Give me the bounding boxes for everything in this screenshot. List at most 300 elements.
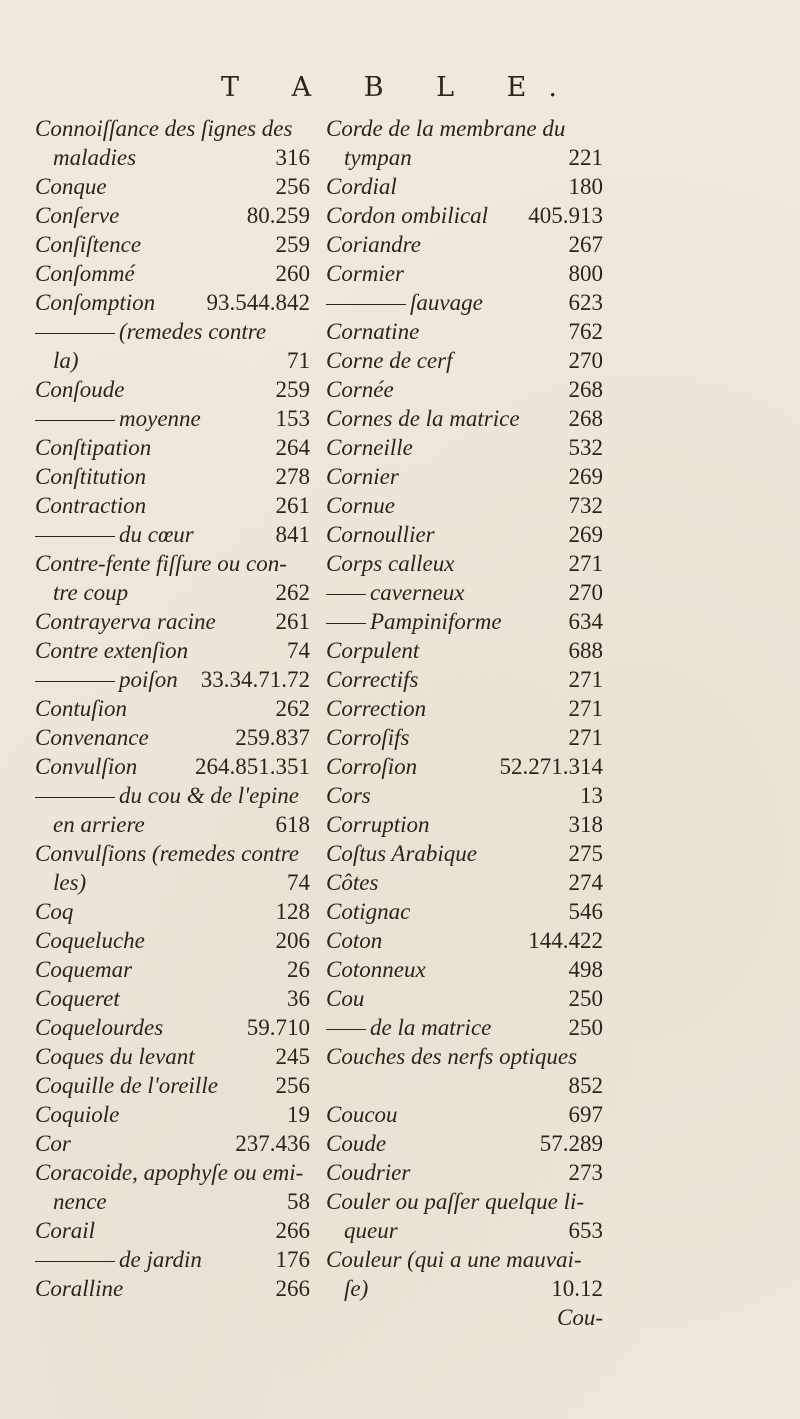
entry-term-text: Conſerve: [35, 203, 120, 228]
entry-term: [53, 1187, 107, 1216]
index-entry: [326, 462, 603, 491]
entry-page-numbers: 270: [568, 580, 603, 605]
entry-term: [326, 1245, 582, 1274]
entry-page-numbers: 10.12: [551, 1276, 603, 1301]
entry-term-text: Correction: [326, 696, 427, 721]
index-entry: [326, 259, 603, 288]
entry-term-text: Contrayerva racine: [35, 609, 216, 634]
entry-page-numbers: 256: [275, 174, 310, 199]
ditto-dash: [35, 333, 115, 334]
index-entry: [326, 694, 603, 723]
entry-page-numbers: 259: [275, 232, 310, 257]
entry-term-text: Corps calleux: [326, 551, 455, 576]
entry-term-text: Contre-fente fiſſure ou con-: [35, 551, 287, 576]
entry-page-numbers: 261: [275, 609, 310, 634]
entry-term: [35, 1274, 123, 1303]
entry-term: [35, 404, 201, 433]
index-entry: [326, 1216, 603, 1245]
entry-term-text: Corneille: [326, 435, 413, 460]
entry-page-numbers: 267: [568, 232, 603, 257]
index-entry: [326, 926, 603, 955]
entry-term: [326, 578, 465, 607]
entry-term: [35, 781, 299, 810]
index-entry: [35, 143, 310, 172]
entry-term-text: Contraction: [35, 493, 147, 518]
entry-term-text: Coſtus Arabique: [326, 841, 478, 866]
index-entry: [326, 1274, 603, 1303]
entry-term: [35, 665, 178, 694]
entry-term-text: Coquiole: [35, 1102, 120, 1127]
entry-page-numbers: 74: [287, 870, 310, 895]
entry-term-text: Cornier: [326, 464, 399, 489]
entry-page-numbers: 270: [568, 348, 603, 373]
entry-term-text: Conſomption: [35, 290, 156, 315]
entry-term-text: Cou: [326, 986, 365, 1011]
entry-term: [35, 636, 188, 665]
entry-term: [53, 346, 79, 375]
entry-term-text: du cou & de l'epine: [119, 783, 299, 808]
entry-term: [35, 259, 135, 288]
ditto-dash: [35, 681, 115, 682]
entry-term: [326, 1129, 386, 1158]
entry-page-numbers: 52.271.314: [499, 754, 603, 779]
entry-term: [35, 1216, 95, 1245]
entry-page-numbers: 688: [568, 638, 603, 663]
index-entry: [326, 433, 603, 462]
entry-term: [326, 926, 382, 955]
entry-page-numbers: 732: [568, 493, 603, 518]
index-entry: [35, 1071, 310, 1100]
entry-page-numbers: 250: [568, 1015, 603, 1040]
index-entry: [35, 868, 310, 897]
entry-term-text: Correctifs: [326, 667, 419, 692]
entry-term-text: de la matrice: [370, 1015, 492, 1040]
entry-term-text: Coralline: [35, 1276, 124, 1301]
entry-term-text: Coqueluche: [35, 928, 145, 953]
entry-term-text: Coquelourdes: [35, 1015, 164, 1040]
entry-page-numbers: 261: [275, 493, 310, 518]
entry-term-text: tympan: [344, 145, 412, 170]
entry-page-numbers: 176: [275, 1247, 310, 1272]
entry-term-text: Coucou: [326, 1102, 398, 1127]
entry-term: [326, 694, 426, 723]
entry-page-numbers: 269: [568, 464, 603, 489]
entry-term-text: Cotignac: [326, 899, 411, 924]
index-entry: [326, 839, 603, 868]
entry-page-numbers: 271: [568, 667, 603, 692]
index-entry: [326, 1100, 603, 1129]
entry-term-text: Coton: [326, 928, 383, 953]
entry-term: [326, 259, 404, 288]
entry-page-numbers: 57.289: [539, 1131, 603, 1156]
entry-page-numbers: 144.422: [528, 928, 603, 953]
index-entry: [326, 375, 603, 404]
entry-term-text: Corroſion: [326, 754, 418, 779]
index-entry: [326, 201, 603, 230]
catchword: Cou-: [557, 1305, 603, 1330]
index-entry: [326, 230, 603, 259]
entry-term: [326, 230, 421, 259]
index-entry: [326, 172, 603, 201]
entry-page-numbers: 59.710: [246, 1015, 310, 1040]
entry-term: [326, 636, 419, 665]
entry-term: [326, 607, 502, 636]
entry-page-numbers: 250: [568, 986, 603, 1011]
entry-term-text: Cornée: [326, 377, 394, 402]
entry-page-numbers: 266: [275, 1218, 310, 1243]
entry-page-numbers: 278: [275, 464, 310, 489]
entry-page-numbers: 260: [275, 261, 310, 286]
entry-page-numbers: 271: [568, 551, 603, 576]
entry-term: [35, 288, 155, 317]
index-entry: [35, 230, 310, 259]
index-entry: [35, 462, 310, 491]
entry-term-text: Cornes de la matrice: [326, 406, 520, 431]
ditto-dash: [326, 304, 406, 305]
entry-page-numbers: 264: [275, 435, 310, 460]
entry-page-numbers: 262: [275, 696, 310, 721]
index-entry: [326, 1158, 603, 1187]
entry-term-text: moyenne: [119, 406, 201, 431]
entry-page-numbers: 259.837: [235, 725, 310, 750]
index-entry: [35, 578, 310, 607]
entry-term-text: Couler ou paſſer quelque li-: [326, 1189, 585, 1214]
entry-term-text: caverneux: [370, 580, 465, 605]
index-entry: [35, 259, 310, 288]
entry-term: [35, 1042, 195, 1071]
entry-term: [326, 723, 410, 752]
ditto-dash: [326, 594, 366, 595]
entry-term: [35, 433, 151, 462]
entry-term: [35, 549, 287, 578]
index-entry: [35, 752, 310, 781]
entry-term-text: poiſon: [119, 667, 178, 692]
entry-term: [326, 897, 410, 926]
entry-term-text: Cordial: [326, 174, 397, 199]
entry-term: [326, 375, 394, 404]
entry-term-text: Conſtitution: [35, 464, 147, 489]
entry-term: [326, 1013, 491, 1042]
index-entry: [326, 607, 603, 636]
entry-term-text: Corpulent: [326, 638, 420, 663]
entry-page-numbers: 80.259: [246, 203, 310, 228]
entry-term-text: Coquemar: [35, 957, 133, 982]
index-entry: [35, 114, 310, 143]
entry-term-text: ſauvage: [410, 290, 483, 315]
entry-page-numbers: 762: [568, 319, 603, 344]
entry-term: [35, 607, 216, 636]
index-entry: [35, 288, 310, 317]
entry-term-text: Cornoullier: [326, 522, 435, 547]
entry-term-text: Conſoude: [35, 377, 125, 402]
entry-term: [35, 955, 132, 984]
index-entry: [35, 201, 310, 230]
entry-page-numbers: 273: [568, 1160, 603, 1185]
index-entry: [35, 520, 310, 549]
entry-page-numbers: 269: [568, 522, 603, 547]
entry-term-text: Connoiſſance des ſignes des: [35, 116, 293, 141]
ditto-dash: [326, 623, 366, 624]
entry-term: [326, 288, 483, 317]
index-entry: [35, 984, 310, 1013]
entry-term-text: Côtes: [326, 870, 379, 895]
index-entry: [326, 491, 603, 520]
index-entry: [326, 723, 603, 752]
entry-term: [35, 230, 141, 259]
index-entry: [35, 317, 310, 346]
index-entry: [35, 1158, 310, 1187]
entry-term-text: en arriere: [53, 812, 145, 837]
entry-term-text: Couleur (qui a une mauvai-: [326, 1247, 582, 1272]
index-entry: [35, 723, 310, 752]
index-entry: [35, 926, 310, 955]
index-entry: [35, 1042, 310, 1071]
entry-term-text: la): [53, 348, 79, 373]
entry-term-text: Contre extenſion: [35, 638, 189, 663]
entry-page-numbers: 653: [568, 1218, 603, 1243]
entry-page-numbers: 800: [568, 261, 603, 286]
index-entry: [35, 955, 310, 984]
entry-page-numbers: 268: [568, 406, 603, 431]
entry-term-text: ſe): [344, 1276, 369, 1301]
index-entry: [35, 404, 310, 433]
index-entry: [326, 1042, 603, 1071]
entry-term: [35, 375, 124, 404]
entry-term-text: Cor: [35, 1131, 71, 1156]
index-entry: [35, 1129, 310, 1158]
entry-term-text: Coracoide, apophyſe ou emi-: [35, 1160, 304, 1185]
entry-term: [326, 491, 395, 520]
index-entry: [35, 694, 310, 723]
entry-page-numbers: 221: [568, 145, 603, 170]
entry-term: [326, 520, 435, 549]
ditto-dash: [35, 1261, 115, 1262]
entry-term: [35, 723, 149, 752]
ditto-dash: [35, 797, 115, 798]
ditto-dash: [35, 536, 115, 537]
entry-page-numbers: 316: [275, 145, 310, 170]
index-entry: [35, 1187, 310, 1216]
entry-term: [35, 1245, 202, 1274]
entry-term: [326, 462, 399, 491]
entry-page-numbers: 405.913: [528, 203, 603, 228]
index-entry: [326, 1071, 603, 1100]
entry-term: [35, 839, 299, 868]
entry-page-numbers: 245: [275, 1044, 310, 1069]
entry-term: [326, 1158, 410, 1187]
entry-term: [53, 578, 128, 607]
entry-page-numbers: 266: [275, 1276, 310, 1301]
index-entry: [326, 346, 603, 375]
entry-page-numbers: 33.34.71.72: [200, 667, 310, 692]
index-entry: [35, 897, 310, 926]
entry-term: [35, 984, 120, 1013]
entry-term-text: Corroſifs: [326, 725, 410, 750]
entry-page-numbers: 262: [275, 580, 310, 605]
entry-page-numbers: 180: [568, 174, 603, 199]
entry-term: [35, 1158, 303, 1187]
entry-term-text: Conſommé: [35, 261, 135, 286]
entry-term-text: du cœur: [119, 522, 194, 547]
entry-page-numbers: 271: [568, 696, 603, 721]
entry-term: [35, 897, 73, 926]
entry-term-text: les): [53, 870, 87, 895]
entry-term-text: Conſiſtence: [35, 232, 142, 257]
entry-term: [35, 317, 266, 346]
entry-term: [326, 404, 520, 433]
index-entry: [35, 1013, 310, 1042]
entry-page-numbers: 498: [568, 957, 603, 982]
index-entry: [326, 868, 603, 897]
index-entry: [35, 1100, 310, 1129]
entry-page-numbers: 19: [287, 1102, 310, 1127]
index-entry: [35, 607, 310, 636]
entry-term: [326, 346, 452, 375]
entry-term-text: Convulſions (remedes contre: [35, 841, 300, 866]
entry-term-text: Cormier: [326, 261, 404, 286]
entry-term: [326, 868, 378, 897]
entry-term: [35, 201, 119, 230]
index-entry: [35, 810, 310, 839]
entry-term-text: Conque: [35, 174, 107, 199]
entry-term: [35, 694, 127, 723]
entry-page-numbers: 237.436: [235, 1131, 310, 1156]
entry-term-text: Couches des nerfs optiques: [326, 1044, 578, 1069]
entry-term: [326, 781, 371, 810]
entry-term-text: Cors: [326, 783, 371, 808]
index-entry: [35, 781, 310, 810]
index-entry: [35, 346, 310, 375]
entry-term-text: Cornatine: [326, 319, 420, 344]
index-entry: [326, 665, 603, 694]
entry-page-numbers: 271: [568, 725, 603, 750]
entry-term-text: Convenance: [35, 725, 149, 750]
entry-page-numbers: 26: [287, 957, 310, 982]
index-entry: [326, 549, 603, 578]
entry-page-numbers: 13: [580, 783, 603, 808]
entry-page-numbers: 275: [568, 841, 603, 866]
index-entry: [326, 520, 603, 549]
entry-page-numbers: 618: [275, 812, 310, 837]
index-entry: [35, 375, 310, 404]
index-column-left: [35, 114, 310, 1303]
entry-term: [326, 201, 488, 230]
entry-page-numbers: 623: [568, 290, 603, 315]
entry-term: [326, 752, 417, 781]
index-entry: [326, 114, 603, 143]
entry-term-text: (remedes contre: [119, 319, 267, 344]
entry-term: [35, 1071, 218, 1100]
entry-term: [35, 1013, 163, 1042]
entry-term-text: Conſtipation: [35, 435, 152, 460]
entry-page-numbers: 634: [568, 609, 603, 634]
entry-page-numbers: 259: [275, 377, 310, 402]
entry-term: [326, 839, 477, 868]
entry-term-text: Contuſion: [35, 696, 128, 721]
page-header: T A B L E.: [221, 72, 579, 103]
entry-page-numbers: 318: [568, 812, 603, 837]
entry-term: [326, 317, 419, 346]
entry-term-text: Coriandre: [326, 232, 421, 257]
entry-term: [344, 1274, 368, 1303]
index-column-right: [326, 114, 603, 1332]
entry-term: [35, 752, 137, 781]
entry-term: [326, 549, 454, 578]
entry-term: [326, 984, 364, 1013]
entry-term-text: Coude: [326, 1131, 387, 1156]
entry-term-text: Cotonneux: [326, 957, 426, 982]
entry-page-numbers: 74: [287, 638, 310, 663]
entry-term-text: Corde de la membrane du: [326, 116, 566, 141]
entry-page-numbers: 841: [275, 522, 310, 547]
index-entry: [326, 288, 603, 317]
entry-term: [35, 462, 146, 491]
index-entry: [35, 549, 310, 578]
entry-term-text: queur: [344, 1218, 398, 1243]
index-entry: [35, 433, 310, 462]
entry-term: [344, 143, 412, 172]
entry-term: [326, 1187, 584, 1216]
entry-term: [344, 1216, 398, 1245]
entry-term: [35, 520, 194, 549]
index-entry: [35, 491, 310, 520]
entry-term: [326, 810, 430, 839]
entry-page-numbers: 36: [287, 986, 310, 1011]
index-entry: [326, 317, 603, 346]
entry-term: [35, 926, 145, 955]
entry-term: [53, 143, 136, 172]
entry-term-text: maladies: [53, 145, 137, 170]
index-entry: [326, 143, 603, 172]
index-entry: [35, 1216, 310, 1245]
entry-page-numbers: 546: [568, 899, 603, 924]
entry-term-text: tre coup: [53, 580, 129, 605]
entry-term: [53, 810, 145, 839]
entry-page-numbers: 274: [568, 870, 603, 895]
entry-term-text: Pampiniforme: [370, 609, 502, 634]
entry-term-text: Corruption: [326, 812, 430, 837]
entry-term: [326, 1042, 577, 1071]
entry-term-text: Coqueret: [35, 986, 120, 1011]
entry-page-numbers: 71: [287, 348, 310, 373]
catchword-row: [326, 1303, 603, 1332]
entry-term-text: Coq: [35, 899, 74, 924]
entry-page-numbers: 153: [275, 406, 310, 431]
entry-term: [53, 868, 86, 897]
index-entry: [326, 984, 603, 1013]
entry-term: [326, 433, 413, 462]
entry-term-text: Corne de cerf: [326, 348, 453, 373]
entry-page-numbers: 264.851.351: [195, 754, 310, 779]
ditto-dash: [326, 1029, 366, 1030]
index-entry: [326, 636, 603, 665]
index-entry: [35, 839, 310, 868]
entry-page-numbers: 852: [568, 1073, 603, 1098]
entry-page-numbers: 532: [568, 435, 603, 460]
index-entry: [35, 665, 310, 694]
entry-term: [35, 1129, 71, 1158]
index-entry: [326, 1013, 603, 1042]
entry-term: [326, 665, 418, 694]
index-entry: [326, 1129, 603, 1158]
index-entry: [326, 578, 603, 607]
index-entry: [326, 955, 603, 984]
entry-term-text: Cornue: [326, 493, 395, 518]
entry-page-numbers: 256: [275, 1073, 310, 1098]
index-entry: [326, 1245, 603, 1274]
entry-term: [326, 955, 426, 984]
entry-term-text: Coquille de l'oreille: [35, 1073, 218, 1098]
